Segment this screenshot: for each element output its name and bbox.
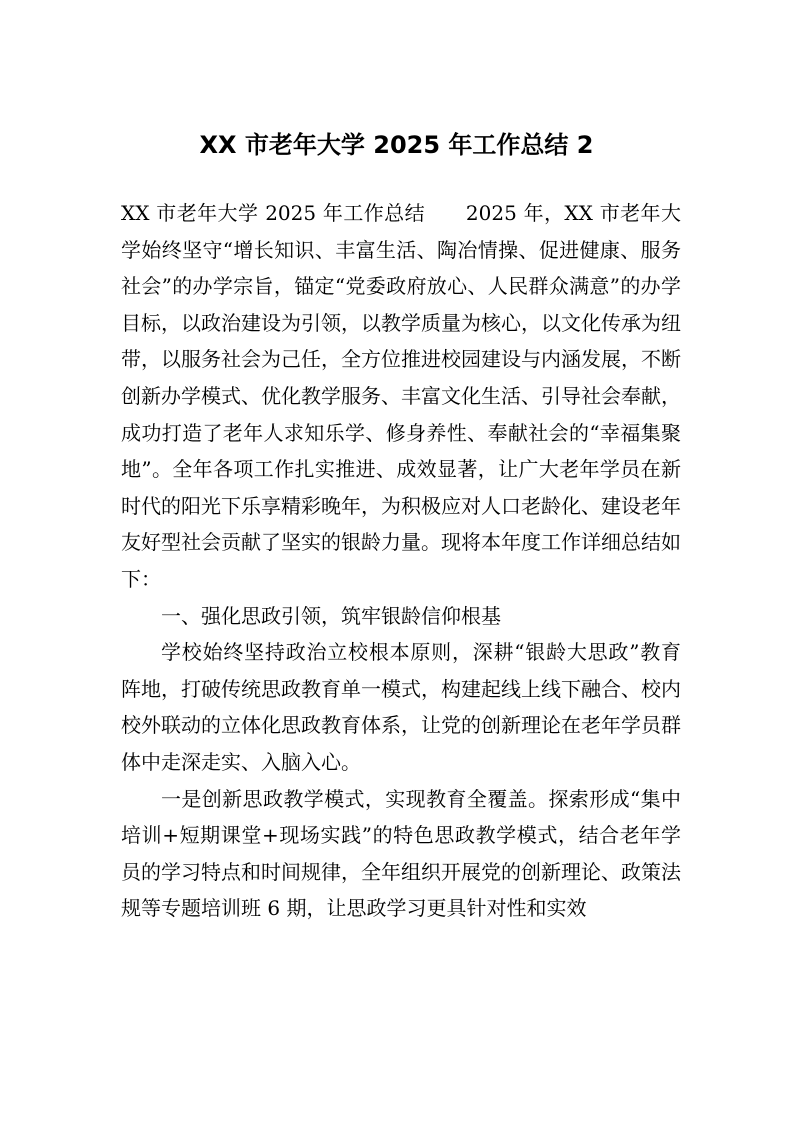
document-title: XX 市老年大学 2025 年工作总结 2 <box>199 131 594 159</box>
section-1-item-1-paragraph: 一是创新思政教学模式，实现教育全覆盖。探索形成“集中培训+短期课堂+现场实践”的特色思政教学模式，结合老年学员的学习特点和时间规律，全年组织开展党的创新理论、政策法规等专题培训班 6 期，让思政学习更具针对性和实效 <box>121 786 681 921</box>
section-heading-1: 一、强化思政引领，筑牢银龄信仰根基 <box>161 603 501 628</box>
intro-paragraph: XX 市老年大学 2025 年工作总结 2025 年，XX 市老年大学始终坚守“增长知识、丰富生活、陶冶情操、促进健康、服务社会”的办学宗旨，锚定“党委政府放心、人民群众满意”的办学目标，以政治建设为引领，以教学质量为核心，以文化传承为纽带，以服务社会为己任，全方位推进校园建设与内涵发展，不断创新办学模式、优化教学服务、丰富文化生活、引导社会奉献，成功打造了老年人求知乐学、修身养性、奉献社会的“幸福集聚地”。全年各项工作扎实推进、成效显著，让广大老年学员在新时代的阳光下乐享精彩晚年，为积极应对人口老龄化、建设老年友好型社会贡献了坚实的银龄力量。现将本年度工作详细总结如下： <box>121 201 681 591</box>
document-body <box>121 195 681 927</box>
section-1-paragraph: 学校始终坚持政治立校根本原则，深耕“银龄大思政”教育阵地，打破传统思政教育单一模式，构建起线上线下融合、校内校外联动的立体化思政教育体系，让党的创新理论在老年学员群体中走深走实、入脑入心。 <box>121 640 681 774</box>
